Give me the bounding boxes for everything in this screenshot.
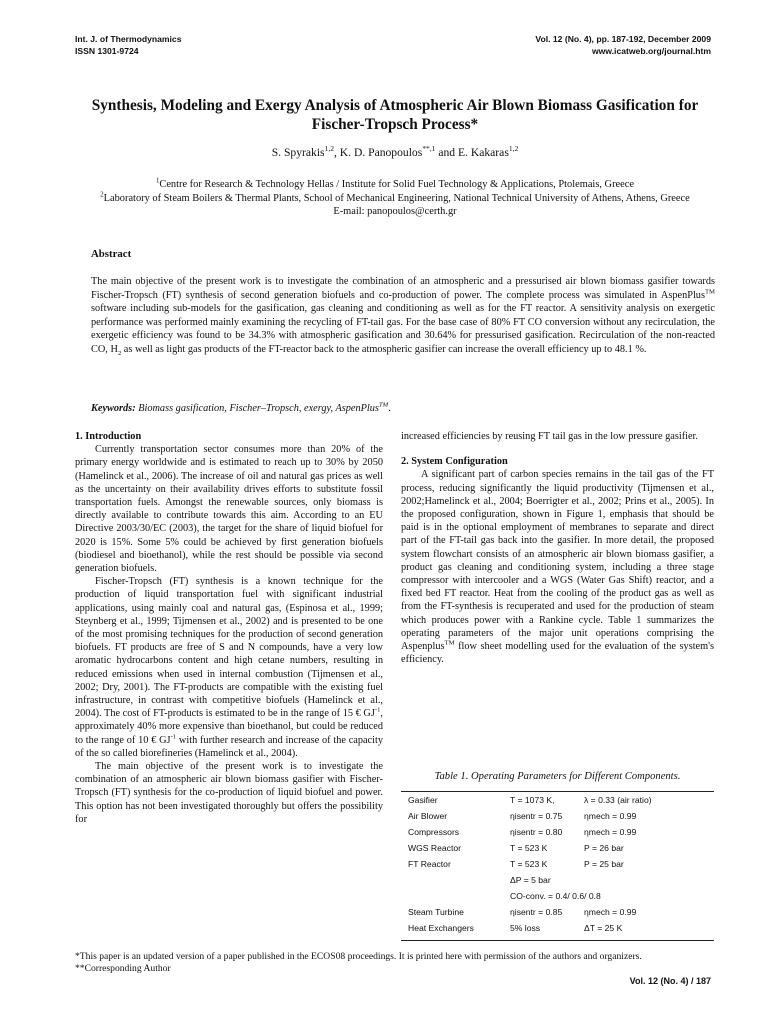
left-column (75, 430, 383, 826)
superscript: -1 (374, 706, 381, 714)
keywords-end: . (388, 403, 391, 414)
paragraph: The main objective of the present work is to investigate the combination of an atmospheric air blown biomass gasifier with Fischer-Tropsch (FT) synthesis for the co-production of liquid biofuel and power. This option has not been investigated thoroughly but offers the possibility for (75, 761, 383, 825)
footnote-1: *This paper is an updated version of a paper published in the ECOS08 proceedings. It is printed here with permission of the authors and organizers. (75, 951, 642, 962)
table-caption: Table 1. Operating Parameters for Different Components. (434, 771, 681, 782)
table-cell: Steam Turbine (408, 907, 464, 917)
table-row (408, 857, 714, 873)
table-row (408, 841, 714, 857)
paragraph-text: , approximately 40% more expensive than bioethanol, but could be reduced to the range of 10 € GJ (75, 708, 383, 746)
abstract-body (91, 275, 715, 356)
author-separator: , (333, 146, 340, 159)
paper-title: Synthesis, Modeling and Exergy Analysis of Atmospheric Air Blown Biomass Gasification for Fischer-Tropsch Process* (91, 97, 699, 133)
table-cell: ηisentr = 0.80 (510, 827, 563, 837)
paragraph-text: Fischer-Tropsch (FT) synthesis is a known technique for the production of liquid transportation fuel with significant industrial applications, using mainly coal and natural gas, (Espinosa et al., 1999; Steynberg et al., 1999; Tijmensen et al., 2002) and is presented to be one of the most promising techniques for the production of second generation biofuels. FT products are free of S and N compounds, have a very low aromatic hydrocarbons content and high cetane numbers, resulting in reduced emissions when used in internal combustion (Tijmensen et al., 2002; Dry, 2001). The FT-products are compatible with the existing fuel infrastructure, in contrast with competitive biofuels (Hamelinck et al., 2004). The cost of FT-products is estimated to be in the range of 15 € GJ (75, 576, 383, 720)
author-list (80, 146, 710, 160)
affiliation-text: Centre for Research & Technology Hellas / Institute for Solid Fuel Technology & Applications, Ptolemais, Greece (159, 179, 634, 190)
footnotes (75, 951, 715, 975)
footnote-2: **Corresponding Author (75, 963, 171, 974)
table-cell: T = 523 K (510, 859, 548, 869)
table-row (408, 889, 714, 905)
journal-name: Int. J. of Thermodynamics (75, 34, 182, 44)
table-cell: CO-conv. = 0.4/ 0.6/ 0.8 (510, 891, 601, 901)
table-bottom-rule (401, 940, 714, 941)
page-folio: Vol. 12 (No. 4) / 187 (629, 976, 711, 986)
paragraph-text: flow sheet modelling used for the evaluation of the system's efficiency. (401, 641, 714, 666)
superscript: -1 (170, 733, 177, 741)
trademark-mark: TM (378, 401, 389, 409)
paragraph: Currently transportation sector consumes more than 20% of the primary energy worldwide and is estimated to reach up to 30% by 2050 (Hamelinck et al., 2006). The increase of oil and natural gas prices as well as the uncertainty on their availability drives efforts to substitute fossil transportation fuels. Amongst the renewable sources, only biomass is directly available to contribute towards this aim. According to an EU Directive 2003/30/EC (2003), the target for the share of liquid biofuel for 2020 is 15%. Some 5% could be achieved by first generation biofuels (biodiesel and bioethanol), while the rest should be possible via second generation biofuels. (75, 444, 383, 575)
table-cell: 5% loss (510, 923, 541, 933)
paragraph-continued: increased efficiencies by reusing FT tail gas in the low pressure gasifier. (401, 431, 698, 442)
table-cell: P = 26 bar (584, 843, 624, 853)
table-row (408, 809, 714, 825)
table-cell: P = 25 bar (584, 859, 624, 869)
keywords-text: Biomass gasification, Fischer–Tropsch, exergy, AspenPlus (135, 403, 379, 414)
keywords-label: Keywords: (91, 403, 136, 414)
subscript: 2 (117, 349, 122, 357)
author-separator: and (435, 146, 458, 159)
right-column (401, 430, 714, 666)
table-cell: ΔT = 25 K (584, 923, 623, 933)
table-cell: ΔP = 5 bar (510, 875, 551, 885)
paragraph-text: with further research and increase of the capacity of the so called biorefineries (Hamelinck et al., 2004). (75, 734, 383, 759)
spacer (401, 443, 714, 455)
paragraph-text: A significant part of carbon species remains in the tail gas of the FT process, reducing significantly the liquid productivity (Tijmensen et al., 2002;Hamelinck et al., 2004; Boerrigter et al., 2002; Prins et al., 2005). In the proposed configuration, shown in Figure 1, emphasis that should be paid is in the optional employment of membranes to separate and direct part of the FT-tail gas back into the gasifier. In more detail, the proposed system flowchart consists of an atmospheric air blown biomass gasifier, a product gas cleaning and conditioning system, including a three stage compressor with intercooler and a WGS (Water Gas Shift) reactor, and a fixed bed FT reactor. Heat from the cooling of the product gas as well as from the FT-synthesis is recuperated and used for the production of steam which produces power with a Rankine cycle. Table 1 summarizes the operating parameters of the major unit operations comprising the Aspenplus (401, 469, 714, 653)
table-cell: ηmech = 0.99 (584, 907, 637, 917)
table-row (408, 905, 714, 921)
author-affil-mark: **,1 (422, 144, 436, 154)
section-heading: 1. Introduction (75, 431, 142, 442)
table-row (408, 921, 714, 937)
section-heading: 2. System Configuration (401, 456, 508, 468)
table-row (408, 873, 714, 889)
table-cell: FT Reactor (408, 859, 451, 869)
author-affil-mark: 1,2 (324, 144, 334, 154)
author-name: S. Spyrakis (271, 146, 325, 159)
table-cell: T = 523 K (510, 843, 548, 853)
paragraph (75, 575, 383, 760)
journal-url: www.icatweb.org/journal.htm (591, 46, 711, 56)
contact-email: E-mail: panopoulos@certh.gr (333, 206, 457, 217)
table-cell: ηmech = 0.99 (584, 811, 637, 821)
table-cell: ηisentr = 0.75 (510, 811, 563, 821)
table-cell: WGS Reactor (408, 843, 462, 853)
table-row (408, 793, 714, 809)
keywords (91, 402, 715, 415)
author-name: K. D. Panopoulos (339, 146, 423, 159)
affiliation-text: Laboratory of Steam Boilers & Thermal Plants, School of Mechanical Engineering, National Technical University of Athens, Athens, Greece (103, 192, 690, 204)
abstract-heading: Abstract (91, 248, 132, 260)
table-cell: λ = 0.33 (air ratio) (584, 795, 652, 805)
affiliation-2 (80, 192, 710, 206)
table-cell: T = 1073 K, (510, 795, 555, 805)
affiliation-number: 2 (100, 191, 104, 199)
author-name: E. Kakaras (457, 146, 509, 159)
running-header-left (75, 33, 182, 57)
affiliations (80, 178, 710, 219)
table-cell: Air Blower (408, 811, 448, 821)
author-affil-mark: 1,2 (508, 144, 519, 154)
parameters-table (408, 793, 714, 937)
affiliation-number: 1 (156, 177, 160, 185)
abstract-text: software including sub-models for the gasification, gas cleaning and conditioning as well as for the FT reactor. A sensitivity analysis on exergetic performance was performed mainly examining the recycling of FT-tail gas. For the base case of 80% FT CO conversion without any recirculation, the exergetic efficiency was found to be 34.3% with atmospheric gasification and 30.64% for pressurised gasification. Recirculation of the non-reacted CO, H (91, 303, 715, 355)
table-cell: ηmech = 0.99 (584, 827, 637, 837)
trademark-mark: TM (444, 639, 455, 647)
table-row (408, 825, 714, 841)
table-top-rule (401, 791, 714, 792)
issn: ISSN 1301-9724 (75, 46, 139, 56)
table-cell: Gasifier (408, 795, 438, 805)
table-cell: Compressors (408, 827, 460, 837)
table-cell: ηisentr = 0.85 (510, 907, 563, 917)
abstract-text: as well as light gas products of the FT-reactor back to the atmospheric gasifier can increase the overall efficiency up to 48.1 %. (121, 343, 647, 355)
volume-info: Vol. 12 (No. 4), pp. 187-192, December 2009 (535, 34, 711, 44)
running-header-right (535, 33, 711, 57)
abstract-text: The main objective of the present work is to investigate the combination of an atmospheric and a pressurised air blown biomass gasifier towards Fischer-Tropsch (FT) synthesis of second generation biofuels and co-production of power. The complete process was simulated in AspenPlus (91, 276, 715, 301)
affiliation-1 (80, 178, 710, 192)
trademark-mark: TM (704, 288, 715, 296)
table-cell: Heat Exchangers (408, 923, 474, 933)
paragraph (401, 468, 714, 666)
